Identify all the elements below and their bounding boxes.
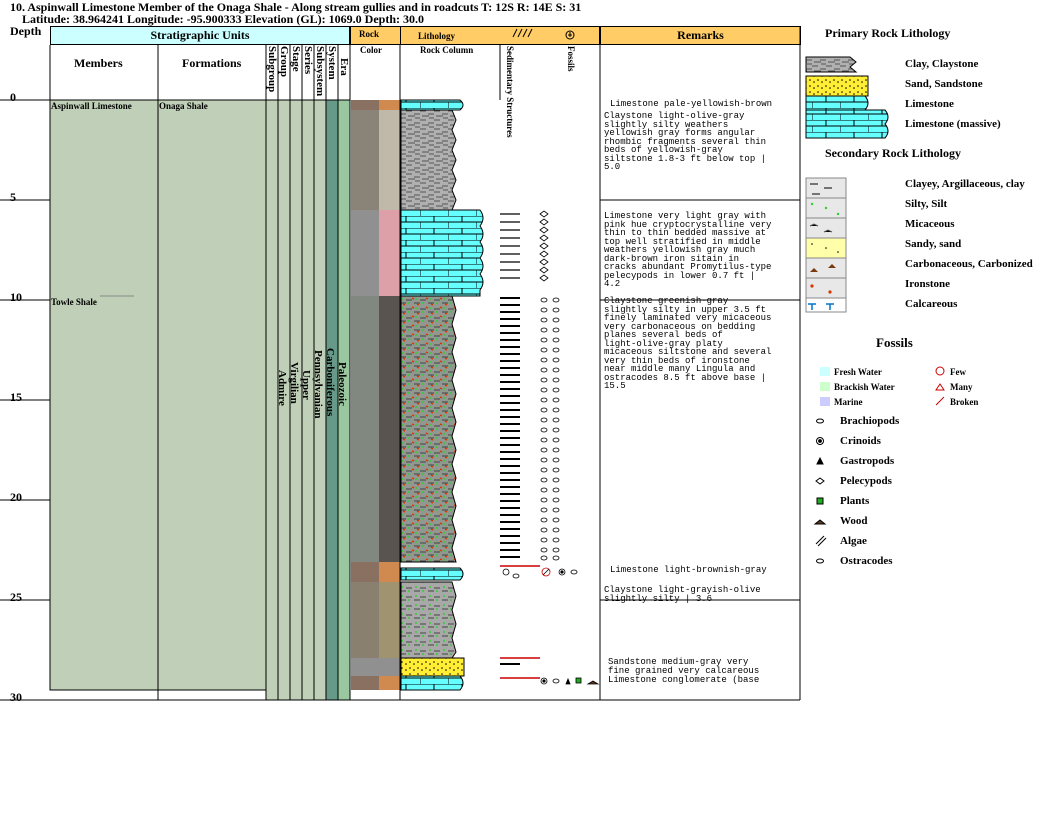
legend-gastropods: Gastropods (840, 455, 895, 467)
legend-plants: Plants (840, 495, 870, 507)
era-paleozoic: Paleozoic (336, 362, 348, 406)
legend-ostracodes: Ostracodes (840, 555, 893, 567)
era-header: Era (338, 58, 350, 76)
legend-wood: Wood (840, 515, 868, 527)
strat-units-header: Stratigraphic Units (50, 26, 350, 45)
fossils-header: Fossils (566, 46, 576, 72)
subsystem-header: Subsystem (314, 46, 326, 97)
legend-algae: Algae (840, 535, 867, 547)
group-header: Group (278, 46, 290, 77)
legend-many: Many (950, 382, 973, 392)
primary-lithology-title: Primary Rock Lithology (825, 26, 951, 40)
members-header: Members (74, 56, 123, 70)
legend-broken: Broken (950, 397, 979, 407)
legend-marine: Marine (834, 397, 863, 407)
pelecypod-symbols (540, 211, 548, 281)
remark-5: Limestone light-brownish-gray (610, 565, 767, 575)
sed-structures-header: Sedimentary Structures (505, 46, 515, 138)
remarks-header: Remarks (600, 26, 801, 45)
legend-sandy: Sandy, sand (905, 238, 962, 250)
legend-limestone: Limestone (905, 98, 954, 110)
legend-few: Few (950, 367, 966, 377)
member-towle: Towle Shale (51, 297, 97, 307)
depth-tick-30: 30 (10, 690, 22, 704)
legend-pelecypods: Pelecypods (840, 475, 892, 487)
remark-1: Limestone pale-yellowish-brown (610, 99, 773, 109)
color-header-label: Color (360, 45, 382, 55)
stage-header: Stage (290, 46, 302, 72)
depth-tick-15: 15 (10, 390, 22, 404)
remark-3: Limestone very light gray with pink hue cryptocrystalline very thin to thin bedded massive at top well stratified in middle weathers yellowish gray much dark-brown iron sitain in cracks abundant Promytilus-type pelecypods in lower 0.7 ft | 4.2 (604, 211, 772, 289)
member-aspinwall: Aspinwall Limestone (51, 101, 132, 111)
legend-calcareous: Calcareous (905, 298, 958, 310)
remark-7: Sandstone medium-gray very fine grained very calcareous (608, 657, 760, 676)
depth-tick-25: 25 (10, 590, 22, 604)
legend-crinoids: Crinoids (840, 435, 881, 447)
stage-admire: Admire (276, 370, 288, 406)
legend-brackish-water: Brackish Water (834, 382, 895, 392)
fossils-legend-title: Fossils (876, 335, 913, 350)
depth-tick-10: 10 (10, 290, 22, 304)
legend-limestone-massive: Limestone (massive) (905, 118, 1001, 130)
depth-header: Depth (10, 24, 42, 38)
legend-micaceous: Micaceous (905, 218, 955, 230)
location-info: Latitude: 38.964241 Longitude: -95.900333 Elevation (GL): 1069.0 Depth: 30.0 (22, 12, 424, 26)
legend-brachiopods: Brachiopods (840, 415, 900, 427)
page-title: 10. Aspinwall Limestone Member of the Onaga Shale - Along stream gullies and in roadcuts T: 12S R: 14E S: 31 (10, 0, 582, 14)
ostracode-brachiopod-symbols (541, 298, 559, 560)
rock-header-label: Rock (359, 29, 379, 39)
subsystem-upper: Upper (300, 370, 312, 400)
depth-tick-5: 5 (10, 190, 16, 204)
formation-onaga: Onaga Shale (159, 101, 208, 111)
remark-4: Claystone greenish-gray slightly silty in upper 3.5 ft finely laminated very micaceous very carbonaceous on bedding planes several beds of light-olive-gray platy micaceous siltstone and several very thin beds of ironstone near middle many Lingula and ostracodes 8.5 ft above base | 15.5 (604, 296, 772, 391)
remark-8: Limestone conglomerate (base (608, 675, 760, 685)
legend-carbonaceous: Carbonaceous, Carbonized (905, 258, 1033, 270)
system-carboniferous: Carboniferous (324, 348, 336, 417)
subgroup-header: Subgroup (266, 46, 278, 93)
system-header: System (326, 46, 338, 80)
series-header: Series (302, 46, 314, 75)
secondary-lithology-title: Secondary Rock Lithology (825, 146, 962, 160)
rock-column-header-label: Rock Column (420, 45, 474, 55)
legend-sand: Sand, Sandstone (905, 78, 983, 90)
depth-tick-20: 20 (10, 490, 22, 504)
legend-clayey: Clayey, Argillaceous, clay (905, 178, 1025, 190)
legend-ironstone: Ironstone (905, 278, 951, 290)
legend-fresh-water: Fresh Water (834, 367, 882, 377)
legend-silty: Silty, Silt (905, 198, 948, 210)
lithology-header-label: Lithology (418, 31, 456, 41)
legend-clay: Clay, Claystone (905, 58, 979, 70)
depth-tick-0: 0 (10, 90, 16, 104)
system-pennsylvanian: Pennsylvanian (312, 350, 324, 419)
remark-2: Claystone light-olive-gray slightly silty weathers yellowish gray forms angular rhombic fragments several thin beds of yellowish-gray siltstone 1.8-3 ft below top | 5.0 (604, 111, 767, 172)
remark-6: Claystone light-grayish-olive slightly silty | 3.6 (604, 585, 761, 604)
formations-header: Formations (182, 56, 242, 70)
series-virgilian: Virgilian (288, 362, 300, 404)
